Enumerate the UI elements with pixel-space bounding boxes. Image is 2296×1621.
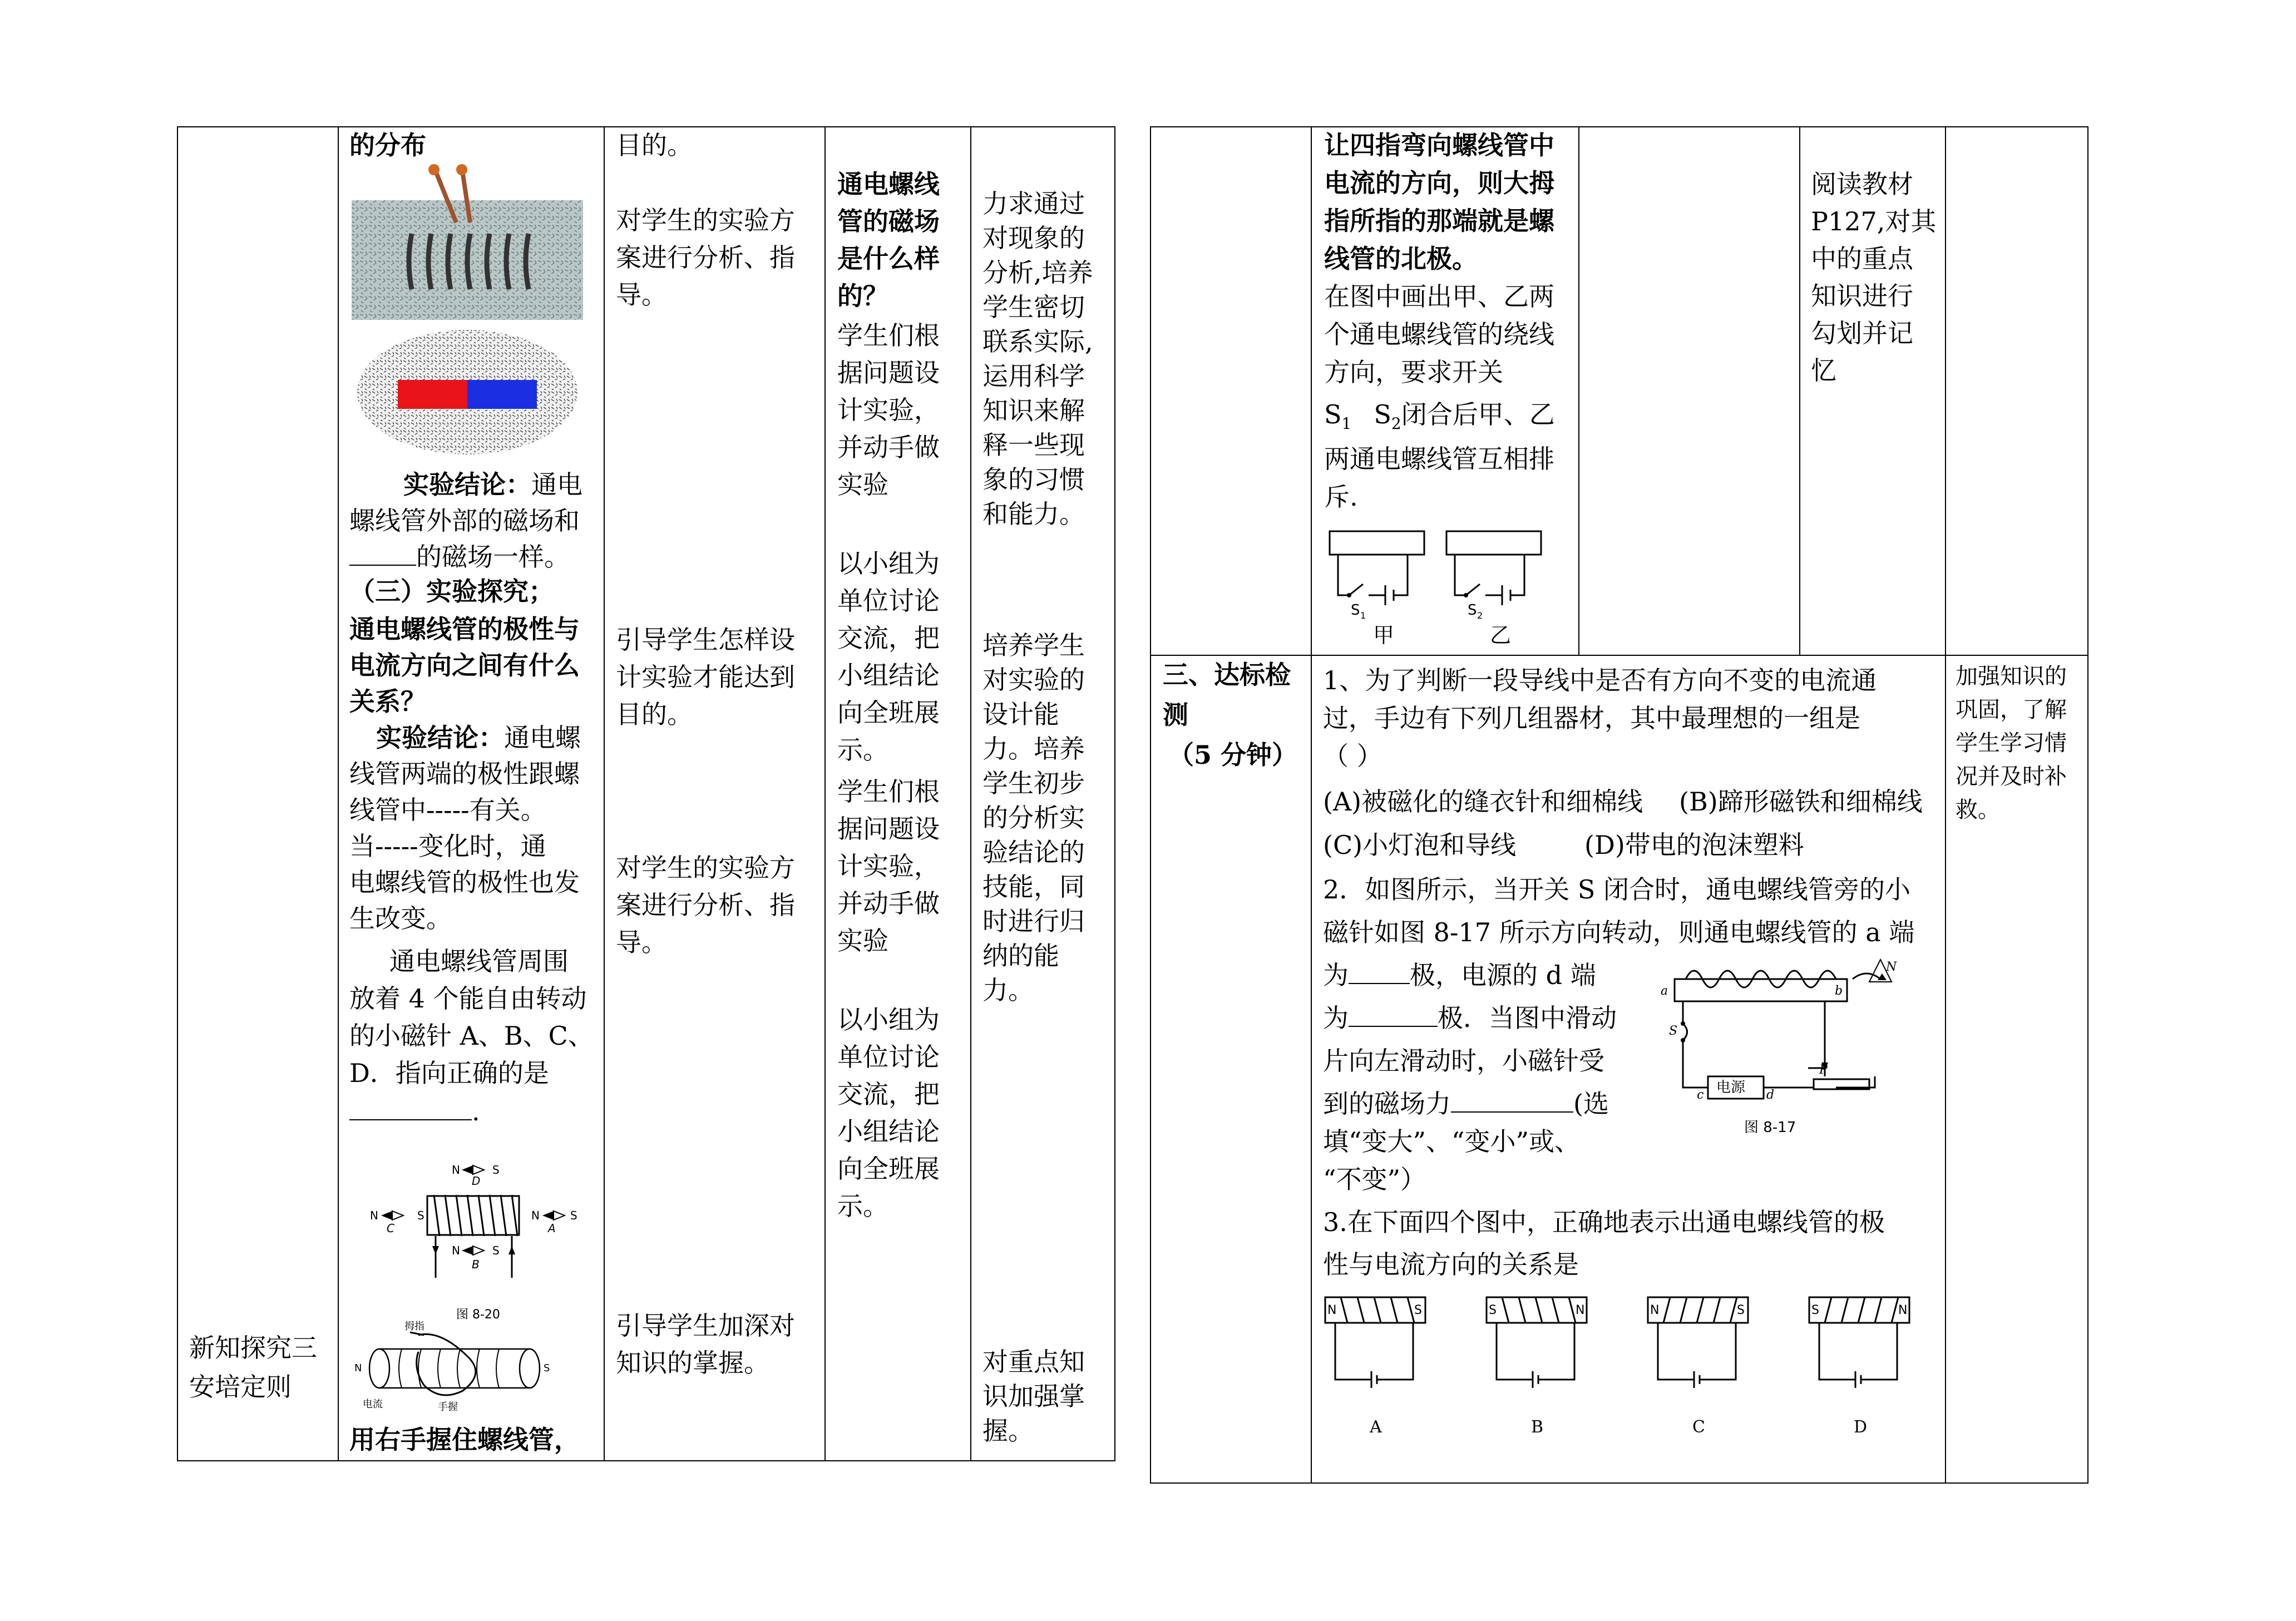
- col4-c-3: 计实验，: [837, 851, 940, 881]
- conclusion-1-text-c: 的磁场一样。: [416, 542, 570, 572]
- col5-a-6: 运用科学: [982, 361, 1085, 391]
- switch-s1: S: [1324, 399, 1342, 429]
- svg-text:2: 2: [1477, 610, 1483, 621]
- svg-text:N: N: [531, 1209, 540, 1222]
- q3-option-b: B: [1531, 1417, 1544, 1437]
- conclusion-2-line-6: 生改变。: [349, 903, 452, 933]
- right-table-col-divider-4: [1945, 127, 1946, 1482]
- q1-option-d: (D)带电的泡沫塑料: [1584, 830, 1804, 860]
- right-hand-rule-image: [352, 1318, 574, 1419]
- blank-line: [1349, 1004, 1438, 1027]
- q2-text-4b: 极．当图中滑动: [1438, 1003, 1617, 1033]
- svg-text:N: N: [1898, 1303, 1908, 1317]
- svg-text:d: d: [1766, 1088, 1775, 1102]
- left-table-col-divider-4: [970, 127, 971, 1460]
- svg-text:c: c: [1697, 1088, 1704, 1102]
- q2-text-6b: (选: [1573, 1089, 1609, 1119]
- svg-text:N: N: [1576, 1303, 1585, 1317]
- q3-option-a: A: [1370, 1417, 1382, 1437]
- read-line-2: P127,对其: [1811, 206, 1937, 236]
- rule-line-2: 电流的方向，则大拇: [1324, 168, 1554, 198]
- rule-line-1: 让四指弯向螺线管中: [1324, 130, 1554, 160]
- distribution-heading: 的分布: [349, 130, 426, 160]
- svg-text:P: P: [1819, 1063, 1828, 1077]
- hand-label-thumb: 拇指: [404, 1321, 424, 1332]
- compass-question-line-3: 的小磁针 A、B、C、: [349, 1021, 594, 1051]
- conclusion-2-line-3: 线管中-----有关。: [349, 795, 546, 825]
- svg-text:N: N: [1650, 1303, 1660, 1317]
- read-line-6: 忆: [1811, 355, 1836, 386]
- question-line-1: 通电螺线管的极性与: [349, 614, 580, 644]
- task-line-5: 两通电螺线管互相排: [1324, 444, 1554, 474]
- col3-guide-d-2: 知识的掌握。: [616, 1348, 769, 1378]
- col5-c-1: 对重点知: [982, 1347, 1085, 1377]
- read-line-3: 中的重点: [1811, 244, 1913, 274]
- question-line-2: 电流方向之间有什么: [349, 650, 580, 680]
- q1-line-1: 1、为了判断一段导线中是否有方向不变的电流通: [1323, 665, 1877, 695]
- conclusion-2-line-1: [376, 719, 581, 756]
- rule-line-3: 指所指的那端就是螺: [1324, 206, 1554, 236]
- switch-s2: S: [1374, 399, 1391, 429]
- read-line-5: 勾划并记: [1811, 318, 1913, 348]
- blank-line: [349, 1097, 472, 1120]
- col5-c-2: 识加强掌: [982, 1381, 1085, 1411]
- left-table: [177, 126, 1115, 1461]
- col5-a-10: 和能力。: [982, 499, 1085, 529]
- conclusion-1-label: 实验结论：: [403, 470, 531, 500]
- col5-b-1: 培养学生: [982, 630, 1085, 660]
- col4-d-3: 交流，把: [837, 1079, 940, 1109]
- col5-b-6: 的分析实: [982, 803, 1085, 833]
- svg-text:S: S: [1468, 602, 1477, 619]
- col4-a-2: 据问题设: [837, 358, 940, 388]
- q2-text-3a: 为: [1323, 960, 1349, 990]
- conclusion-1-line-1: [403, 466, 582, 503]
- svg-text:S: S: [1737, 1303, 1745, 1317]
- hand-label-current: 电流: [363, 1398, 383, 1410]
- col5-b-2: 对实验的: [982, 665, 1085, 695]
- experiment-3-heading: （三）实验探究；: [349, 576, 554, 606]
- q2-line-8: “不变”）: [1323, 1164, 1426, 1194]
- left-table-col-divider-2: [604, 127, 605, 1460]
- q1-option-a: (A)被磁化的缝衣针和细棉线: [1323, 787, 1643, 817]
- col5-b-11: 力。: [982, 975, 1034, 1005]
- left-table-col-divider-1: [338, 127, 339, 1460]
- task-line-6: 斥.: [1324, 482, 1358, 512]
- note-line-4: 况并及时补: [1956, 764, 2067, 789]
- col5-b-4: 力。培养: [982, 734, 1085, 764]
- svg-text:C: C: [387, 1222, 394, 1235]
- col3-text-purpose: 目的。: [616, 130, 693, 160]
- svg-text:N: N: [1886, 960, 1897, 974]
- svg-text:N: N: [452, 1244, 460, 1257]
- svg-text:S: S: [544, 1362, 550, 1374]
- q1-line-2: 过，手边有下列几组器材，其中最理想的一组是: [1323, 703, 1860, 733]
- svg-text:S: S: [1489, 1303, 1497, 1317]
- svg-text:S: S: [570, 1209, 577, 1222]
- col4-question-4: 的？: [837, 281, 888, 311]
- note-line-1: 加强知识的: [1956, 664, 2067, 689]
- col5-b-7: 验结论的: [982, 837, 1085, 867]
- col5-b-5: 学生初步: [982, 768, 1085, 798]
- col3-guide-c-1: 对学生的实验方: [616, 853, 795, 883]
- col5-a-9: 象的习惯: [982, 464, 1085, 495]
- col5-a-4: 学生密切: [982, 292, 1085, 322]
- section-title-line-1: 新知探究三: [189, 1333, 317, 1363]
- solenoid-iron-filings-image: [350, 161, 584, 323]
- conclusion-2-line-4: 当-----变化时，通: [349, 831, 546, 861]
- left-table-col-divider-3: [824, 127, 826, 1460]
- col5-a-1: 力求通过: [982, 189, 1085, 219]
- col5-c-3: 握。: [982, 1416, 1034, 1446]
- col4-b-4: 小组结论: [837, 660, 940, 690]
- col4-question-2: 管的磁场: [837, 206, 940, 236]
- conclusion-2-line-5: 电螺线管的极性也发: [349, 867, 580, 897]
- col4-d-2: 单位讨论: [837, 1042, 940, 1072]
- right-table-col-divider-3: [1799, 127, 1800, 655]
- col5-a-8: 释一些现: [982, 430, 1085, 460]
- svg-text:S: S: [1669, 1024, 1678, 1038]
- note-line-2: 巩固，了解: [1956, 697, 2067, 723]
- question-line-3: 关系？: [349, 686, 426, 716]
- col4-d-1: 以小组为: [837, 1005, 940, 1035]
- col3-guide-c-2: 案进行分析、指: [616, 890, 795, 920]
- col4-c-5: 实验: [837, 926, 888, 956]
- col4-a-4: 并动手做: [837, 432, 940, 462]
- col4-a-1: 学生们根: [837, 320, 940, 350]
- col4-question-1: 通电螺线: [837, 169, 940, 199]
- bar-magnet-field-image: [356, 328, 579, 456]
- q1-option-c: (C)小灯泡和导线: [1323, 830, 1517, 860]
- figure-8-17-circuit: [1658, 957, 1903, 1140]
- q2-text-3b: 极，电源的 d 端: [1410, 960, 1596, 990]
- q3-option-c: C: [1692, 1417, 1705, 1437]
- figure-8-20-caption: 图 8-20: [456, 1308, 500, 1322]
- col4-b-2: 单位讨论: [837, 586, 940, 616]
- col4-d-6: 示。: [837, 1191, 888, 1221]
- col3-guide-b-3: 目的。: [616, 699, 693, 729]
- note-line-5: 救。: [1956, 797, 2000, 823]
- conclusion-1-text-a: 通电: [531, 470, 582, 500]
- svg-text:S: S: [1414, 1303, 1422, 1317]
- col5-b-10: 纳的能: [982, 941, 1059, 971]
- q3-line-2: 性与电流方向的关系是: [1323, 1249, 1579, 1279]
- conclusion-2-line-2: 线管两端的极性跟螺: [349, 759, 580, 789]
- blank-line: [349, 542, 416, 566]
- svg-text:1: 1: [1360, 610, 1366, 621]
- conclusion-2-label: 实验结论：: [376, 723, 504, 753]
- col4-a-3: 计实验，: [837, 395, 940, 425]
- compass-answer-line: .: [349, 1093, 480, 1130]
- figure-jia-yi-solenoids: [1324, 523, 1558, 651]
- task-line-1: 在图中画出甲、乙两: [1324, 281, 1554, 312]
- compass-question-line-2: 放着 4 个能自由转动: [349, 984, 587, 1014]
- col4-d-5: 向全班展: [837, 1154, 940, 1184]
- section-title-line-2: 安培定则: [189, 1372, 292, 1402]
- q2-line-1: 2．如图所示，当开关 S 闭合时，通电螺线管旁的小: [1323, 874, 1911, 905]
- svg-text:N: N: [1327, 1303, 1337, 1317]
- col3-guide-b-1: 引导学生怎样设: [616, 625, 795, 655]
- col4-d-4: 小组结论: [837, 1116, 940, 1146]
- right-table-col-divider-2: [1578, 127, 1579, 655]
- q1-line-3: （ ）: [1323, 741, 1382, 771]
- q2-line-2: 磁针如图 8-17 所示方向转动，则通电螺线管的 a 端: [1323, 917, 1915, 947]
- col5-a-7: 知识来解: [982, 396, 1085, 426]
- figure-label-yi: 乙: [1490, 623, 1512, 648]
- read-line-4: 知识进行: [1811, 281, 1913, 311]
- svg-text:a: a: [1661, 984, 1668, 998]
- figure-8-17-power-label: 电源: [1716, 1079, 1746, 1096]
- svg-text:S: S: [1351, 602, 1360, 619]
- svg-text:A: A: [548, 1222, 556, 1235]
- col3-guide-a-3: 导。: [616, 280, 667, 310]
- col5-a-5: 联系实际,: [982, 327, 1093, 357]
- col5-b-8: 技能，同: [982, 872, 1085, 902]
- svg-text:S: S: [1811, 1303, 1819, 1317]
- svg-text:S: S: [492, 1163, 500, 1177]
- q2-line-3: [1323, 957, 1596, 994]
- svg-text:S: S: [417, 1209, 424, 1222]
- svg-text:N: N: [354, 1362, 362, 1374]
- switch-s2-sub: 2: [1391, 414, 1401, 433]
- q2-line-7: 填“变大”、“变小”或、: [1323, 1126, 1581, 1157]
- col3-guide-c-3: 导。: [616, 927, 667, 957]
- col3-guide-b-2: 计实验才能达到: [616, 662, 795, 692]
- col4-b-1: 以小组为: [837, 548, 940, 579]
- col5-a-3: 分析,培养: [982, 258, 1093, 288]
- col4-question-3: 是什么样: [837, 244, 940, 274]
- conclusion-2-text-a: 通电螺: [504, 723, 581, 753]
- compass-question-line-4: D．指向正确的是: [349, 1058, 549, 1088]
- col4-c-1: 学生们根: [837, 777, 940, 807]
- q2-line-4: [1323, 1000, 1617, 1036]
- compass-question-line-1: 通电螺线管周围: [389, 946, 569, 976]
- svg-text:b: b: [1835, 984, 1843, 998]
- col5-b-3: 设计能: [982, 699, 1059, 729]
- col4-c-4: 并动手做: [837, 888, 940, 918]
- q3-line-1: 3.在下面四个图中，正确地表示出通电螺线管的极: [1323, 1207, 1885, 1237]
- conclusion-1-line-3: [349, 538, 570, 575]
- figure-8-17-caption: 图 8-17: [1744, 1119, 1796, 1136]
- q2-text-6a: 到的磁场力: [1323, 1089, 1451, 1119]
- q2-line-5: 片向左滑动时，小磁针受: [1323, 1046, 1604, 1076]
- section-test-line-3: （5 分钟）: [1168, 740, 1298, 770]
- svg-text:D: D: [472, 1174, 481, 1188]
- read-line-1: 阅读教材: [1811, 169, 1913, 199]
- col4-c-2: 据问题设: [837, 814, 940, 844]
- task-text-b: 闭合后甲、乙: [1401, 399, 1555, 429]
- q3-option-d: D: [1854, 1417, 1868, 1437]
- col3-guide-d-1: 引导学生加深对: [616, 1311, 795, 1341]
- task-line-2: 个通电螺线管的绕线: [1324, 319, 1554, 349]
- svg-text:S: S: [492, 1244, 500, 1257]
- svg-text:N: N: [452, 1163, 460, 1177]
- q2-text-4a: 为: [1323, 1003, 1349, 1033]
- task-line-4: [1324, 396, 1555, 442]
- note-line-3: 学生学习情: [1956, 730, 2067, 756]
- rule-line-4: 线管的北极。: [1324, 244, 1478, 274]
- col3-guide-a-1: 对学生的实验方: [616, 205, 795, 235]
- col4-b-3: 交流，把: [837, 623, 940, 653]
- right-hand-rule-text: 用右手握住螺线管，: [349, 1425, 580, 1455]
- col5-b-9: 时进行归: [982, 906, 1085, 936]
- switch-s1-sub: 1: [1341, 414, 1352, 433]
- col4-a-5: 实验: [837, 470, 888, 500]
- task-line-3: 方向，要求开关: [1324, 357, 1503, 387]
- col3-guide-a-2: 案进行分析、指: [616, 243, 795, 273]
- svg-text:B: B: [472, 1258, 480, 1271]
- right-table-row-divider: [1151, 655, 2087, 656]
- section-test-line-2: 测: [1163, 700, 1188, 730]
- hand-label-grip: 手握: [438, 1401, 458, 1413]
- col4-b-6: 示。: [837, 735, 888, 765]
- q1-option-b: (B)蹄形磁铁和细棉线: [1679, 787, 1923, 817]
- section-test-line-1: 三、达标检: [1163, 660, 1291, 690]
- blank-line: [1451, 1089, 1573, 1113]
- right-table-col-divider-1: [1311, 127, 1312, 1482]
- blank-line: [1349, 961, 1410, 984]
- figure-8-20-solenoid-compasses: [364, 1157, 598, 1324]
- conclusion-1-line-2: 螺线管外部的磁场和: [349, 506, 580, 536]
- figure-label-jia: 甲: [1373, 623, 1395, 648]
- col4-b-5: 向全班展: [837, 698, 940, 728]
- q3-option-diagrams: [1324, 1291, 1925, 1441]
- svg-text:N: N: [370, 1209, 378, 1222]
- col5-a-2: 对现象的: [982, 223, 1085, 253]
- q2-line-6: [1323, 1085, 1609, 1122]
